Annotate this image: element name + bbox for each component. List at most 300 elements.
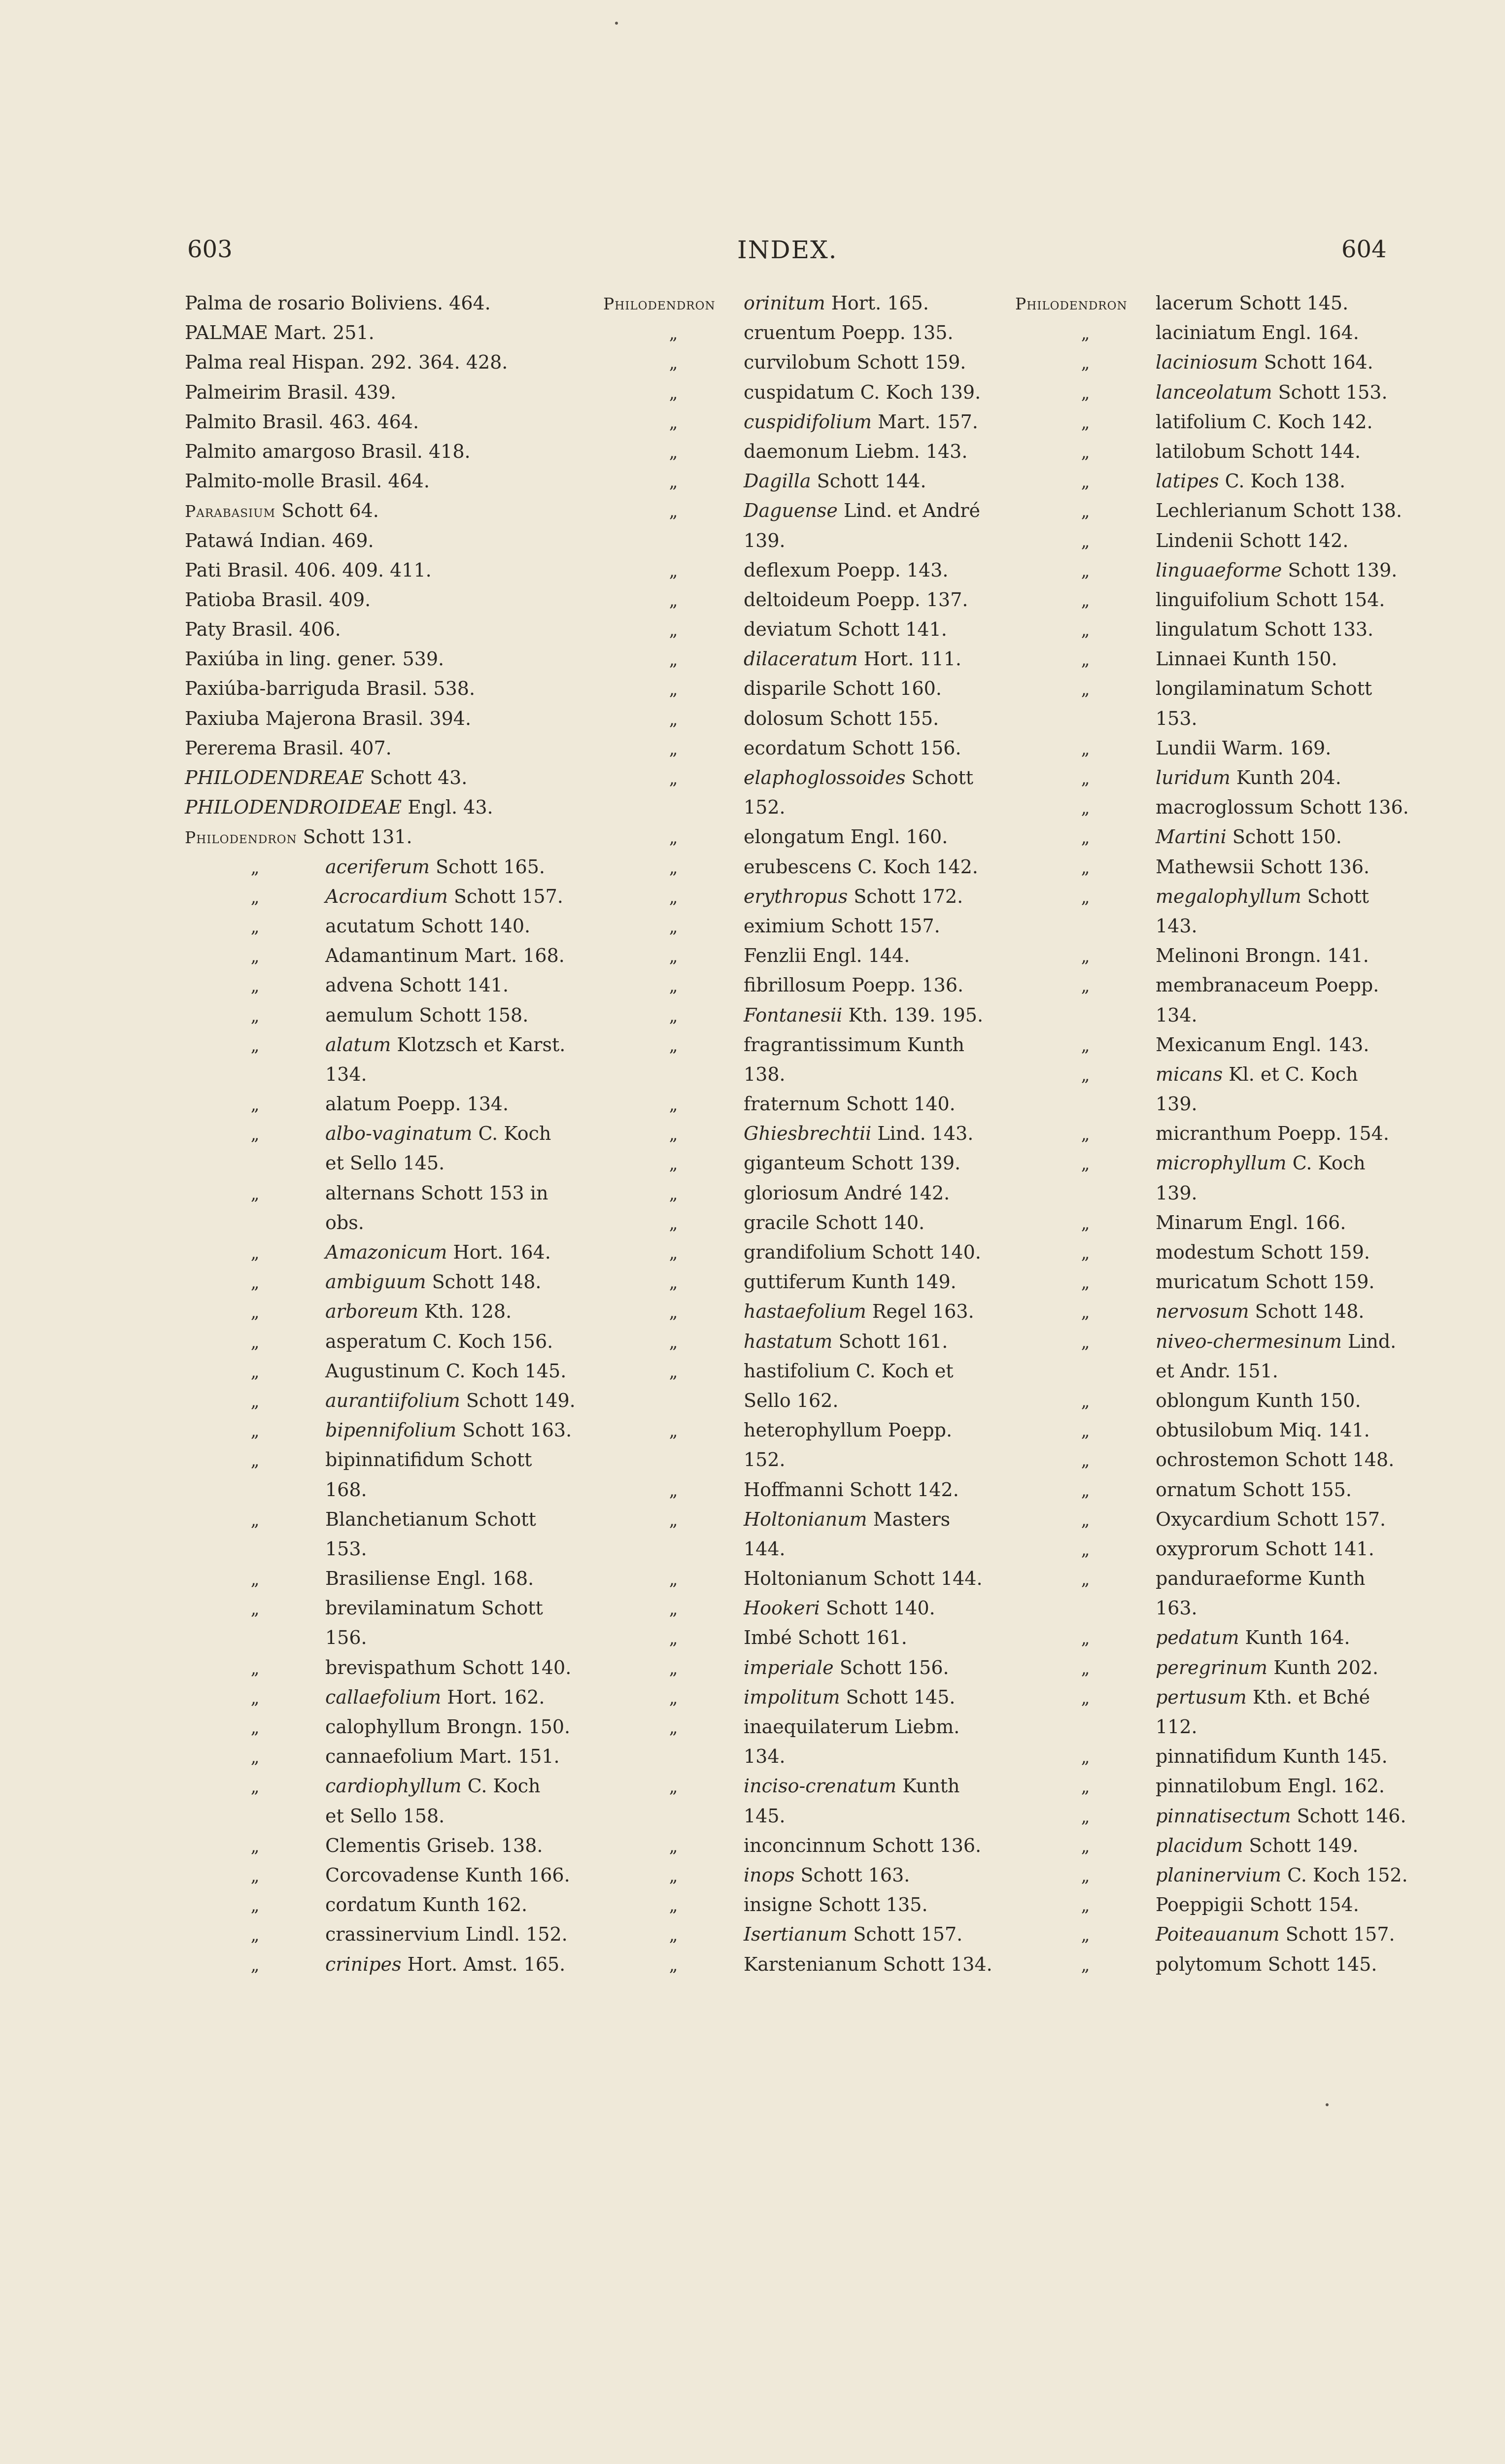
index-entry-continuation (185, 1534, 609, 1564)
index-entry-continuation (603, 526, 1027, 555)
index-entry-continuation (603, 1534, 1027, 1564)
entry-text: Karstenianum Schott 134. (744, 1953, 992, 1975)
entry-text: oxyprorum Schott 141. (1156, 1538, 1374, 1560)
entry-italic: Dagilla (744, 470, 811, 492)
index-entry (603, 644, 1027, 674)
entry-italic: Ghiesbrechtii (744, 1123, 872, 1145)
entry-text: hastifolium C. Koch et (744, 1360, 954, 1382)
ditto-mark: „ (669, 1570, 678, 1590)
entry-text: Schott 131. (303, 826, 412, 848)
entry-text: Mart. 157. (878, 411, 978, 433)
entry-italic: placidum (1156, 1834, 1243, 1856)
entry-text: Kunth 204. (1236, 767, 1341, 788)
entry-text: 134. (744, 1745, 786, 1768)
ditto-mark: „ (669, 1688, 678, 1708)
index-entry (1015, 1386, 1439, 1415)
ditto-mark: „ (250, 1243, 260, 1263)
entry-text: Schott 157. (853, 1923, 963, 1946)
ditto-mark: „ (1081, 739, 1090, 759)
entry-italic: albo-vaginatum (325, 1123, 473, 1145)
entry-text: Kunth (902, 1775, 960, 1797)
ditto-mark: „ (1081, 1807, 1090, 1827)
entry-text: curvilobum Schott 159. (744, 351, 966, 374)
entry-text: Augustinum C. Koch 145. (325, 1360, 567, 1382)
index-entry (603, 1831, 1027, 1860)
index-entry (603, 496, 1027, 525)
ditto-mark: „ (1081, 1332, 1090, 1352)
index-entry (603, 763, 1027, 792)
page-number-right: 604 (1341, 236, 1387, 263)
ditto-mark: „ (669, 561, 678, 581)
entry-italic: impolitum (744, 1686, 840, 1708)
entry-italic: luridum (1156, 767, 1231, 788)
entry-text: macroglossum Schott 136. (1156, 796, 1409, 819)
entry-text: cuspidatum C. Koch 139. (744, 381, 981, 403)
index-entry (1015, 1771, 1439, 1801)
entry-text: Klotzsch et Karst. (397, 1033, 566, 1056)
index-entry (185, 555, 609, 585)
ditto-mark: „ (1081, 1510, 1090, 1530)
index-entry (603, 911, 1027, 941)
entry-text: Kth. 139. 195. (848, 1004, 984, 1026)
ditto-mark: „ (1081, 1955, 1090, 1975)
index-entry (603, 288, 1027, 318)
index-entry (185, 644, 609, 674)
index-entry-continuation (1015, 1593, 1439, 1623)
entry-text: 139. (744, 529, 786, 551)
ditto-mark: „ (250, 1391, 260, 1411)
entry-text: eximium Schott 157. (744, 915, 940, 937)
entry-text: Brasiliense Engl. 168. (325, 1568, 534, 1590)
entry-text: longilaminatum Schott (1156, 678, 1372, 700)
ditto-mark: „ (669, 1896, 678, 1916)
entry-text: C. Koch (478, 1123, 551, 1145)
entry-text: fragrantissimum Kunth (744, 1033, 964, 1056)
entry-text: Hort. 164. (453, 1241, 551, 1263)
ditto-mark: „ (1081, 769, 1090, 788)
entry-text: 139. (1156, 1093, 1197, 1115)
entry-text: Lind. et André (843, 500, 981, 522)
index-entry-continuation (1015, 1356, 1439, 1386)
genus-label: Philodendron (603, 294, 716, 313)
entry-text: Schott 140. (825, 1597, 935, 1619)
index-entry-continuation (185, 1475, 609, 1505)
index-entry (1015, 822, 1439, 852)
index-column-2 (603, 288, 1027, 1979)
entry-text: crassinervium Lindl. 152. (325, 1923, 568, 1946)
entry-text: Lundii Warm. 169. (1156, 737, 1332, 759)
index-entry (603, 1030, 1027, 1060)
index-entry (603, 1890, 1027, 1919)
entry-text: 143. (1156, 915, 1197, 937)
index-entry (603, 1208, 1027, 1237)
index-entry (603, 1089, 1027, 1119)
ditto-mark: „ (669, 1243, 678, 1263)
entry-text: C. Koch 152. (1287, 1864, 1408, 1886)
ditto-mark: „ (1081, 1302, 1090, 1323)
entry-text: 112. (1156, 1716, 1197, 1738)
entry-text: Engl. 43. (408, 796, 493, 819)
ditto-mark: „ (1081, 887, 1090, 907)
entry-text: Kunth 202. (1273, 1656, 1379, 1678)
ditto-mark: „ (1081, 1391, 1090, 1411)
entry-italic: peregrinum (1156, 1656, 1268, 1678)
entry-text: Mathewsii Schott 136. (1156, 856, 1370, 878)
entry-italic: PHILODENDROIDEAE (185, 796, 402, 819)
entry-text: Schott 144. (817, 470, 926, 492)
entry-text: erubescens C. Koch 142. (744, 856, 978, 878)
index-entry (185, 1030, 609, 1060)
index-entry (1015, 555, 1439, 585)
index-entry (1015, 466, 1439, 496)
ditto-mark: „ (1081, 472, 1090, 492)
ditto-mark: „ (250, 1451, 260, 1471)
index-entry (603, 1682, 1027, 1712)
index-entry (1015, 1890, 1439, 1919)
ditto-mark: „ (669, 1154, 678, 1174)
entry-text: latifolium C. Koch 142. (1156, 411, 1373, 433)
ditto-mark: „ (250, 1570, 260, 1590)
ditto-mark: „ (1081, 561, 1090, 581)
index-entry (185, 615, 609, 644)
index-entry (603, 1237, 1027, 1267)
index-entry (603, 1327, 1027, 1356)
entry-text: Hort. Amst. 165. (407, 1953, 566, 1975)
index-entry (1015, 1208, 1439, 1237)
entry-text: brevispathum Schott 140. (325, 1656, 572, 1678)
entry-text: 152. (744, 796, 786, 819)
entry-text: cruentum Poepp. 135. (744, 322, 954, 344)
ditto-mark: „ (1081, 857, 1090, 878)
index-entry (1015, 763, 1439, 792)
entry-text: Oxycardium Schott 157. (1156, 1508, 1386, 1530)
entry-italic: Daguense (744, 500, 838, 522)
entry-text: latilobum Schott 144. (1156, 440, 1361, 462)
ditto-mark: „ (250, 857, 260, 878)
entry-text: aemulum Schott 158. (325, 1004, 529, 1026)
entry-text: gloriosum André 142. (744, 1182, 950, 1204)
entry-text: Clementis Griseb. 138. (325, 1834, 543, 1856)
index-entry (603, 674, 1027, 703)
entry-text: Schott 148. (1255, 1300, 1365, 1323)
ditto-mark: „ (669, 620, 678, 641)
ditto-mark: „ (1081, 650, 1090, 670)
entry-text: grandifolium Schott 140. (744, 1241, 981, 1263)
index-entry (1015, 1682, 1439, 1712)
entry-text: calophyllum Brongn. 150. (325, 1716, 571, 1738)
entry-text: Hoffmanni Schott 142. (744, 1478, 959, 1501)
entry-text: obtusilobum Miq. 141. (1156, 1419, 1370, 1441)
entry-text: 153. (325, 1538, 367, 1560)
entry-text: guttiferum Kunth 149. (744, 1271, 957, 1293)
ditto-mark: „ (669, 947, 678, 967)
entry-text: panduraeforme Kunth (1156, 1568, 1366, 1590)
ditto-mark: „ (1081, 680, 1090, 700)
ditto-mark: „ (1081, 1213, 1090, 1233)
entry-text: brevilaminatum Schott (325, 1597, 543, 1619)
page-number-left: 603 (187, 236, 233, 263)
ditto-mark: „ (1081, 1570, 1090, 1590)
entry-italic: Isertianum (744, 1923, 848, 1946)
index-entry (185, 1653, 609, 1682)
entry-italic: elaphoglossoides (744, 767, 906, 788)
ditto-mark: „ (669, 353, 678, 374)
entry-italic: Holtonianum (744, 1508, 867, 1530)
ditto-mark: „ (250, 1955, 260, 1975)
entry-text: et Sello 158. (325, 1805, 445, 1827)
entry-text: daemonum Liebm. 143. (744, 440, 968, 462)
index-entry (1015, 644, 1439, 674)
ditto-mark: „ (1081, 1629, 1090, 1649)
index-entry (1015, 1742, 1439, 1771)
entry-text: pinnatifidum Kunth 145. (1156, 1745, 1388, 1768)
entry-text: Palmito amargoso Brasil. 418. (185, 440, 471, 462)
entry-text: 168. (325, 1478, 367, 1501)
index-entry (1015, 1623, 1439, 1652)
ditto-mark: „ (669, 887, 678, 907)
index-entry (185, 1950, 609, 1979)
ditto-mark: „ (250, 1777, 260, 1797)
index-entry (603, 852, 1027, 882)
entry-text: Minarum Engl. 166. (1156, 1211, 1346, 1233)
index-entry-continuation (603, 1386, 1027, 1415)
page-speck (615, 22, 618, 25)
index-entry (185, 1771, 609, 1801)
index-entry (185, 792, 609, 822)
index-entry (603, 733, 1027, 763)
index-entry-continuation (603, 1445, 1027, 1474)
index-entry (603, 1148, 1027, 1178)
entry-italic: inops (744, 1864, 795, 1886)
entry-text: lingulatum Schott 133. (1156, 618, 1374, 641)
index-entry (1015, 941, 1439, 970)
ditto-mark: „ (1081, 1866, 1090, 1886)
index-entry (185, 1267, 609, 1297)
ditto-mark: „ (1081, 442, 1090, 462)
index-entry (1015, 1060, 1439, 1089)
ditto-mark: „ (669, 828, 678, 848)
index-entry (603, 970, 1027, 1000)
entry-text: Schott 145. (846, 1686, 956, 1708)
entry-text: Paxiúba in ling. gener. 539. (185, 648, 445, 670)
index-entry (603, 1356, 1027, 1386)
entry-italic: pinnatisectum (1156, 1805, 1291, 1827)
index-entry-continuation (603, 1801, 1027, 1831)
entry-italic: dilaceratum (744, 648, 858, 670)
index-entry (1015, 288, 1439, 318)
index-entry-continuation (185, 1623, 609, 1652)
index-entry (603, 585, 1027, 615)
index-entry (603, 1267, 1027, 1297)
index-entry (603, 615, 1027, 644)
entry-text: Schott 149. (466, 1389, 576, 1411)
index-entry (1015, 1415, 1439, 1445)
ditto-mark: „ (669, 1302, 678, 1323)
entry-text: acutatum Schott 140. (325, 915, 531, 937)
index-entry (603, 1475, 1027, 1505)
index-entry-continuation (1015, 704, 1439, 733)
index-entry (603, 407, 1027, 437)
index-entry (185, 496, 609, 525)
index-entry (1015, 615, 1439, 644)
ditto-mark: „ (1081, 1154, 1090, 1174)
index-entry (1015, 1148, 1439, 1178)
index-entry (185, 1415, 609, 1445)
ditto-mark: „ (669, 650, 678, 670)
index-entry (185, 318, 609, 347)
index-entry (603, 1415, 1027, 1445)
entry-italic: cardiophyllum (325, 1775, 462, 1797)
entry-text: advena Schott 141. (325, 974, 509, 996)
index-entry (185, 1593, 609, 1623)
entry-text: C. Koch (467, 1775, 541, 1797)
index-entry (1015, 792, 1439, 822)
entry-text: Lind. (1347, 1330, 1397, 1352)
index-entry (1015, 1950, 1439, 1979)
index-entry (1015, 1327, 1439, 1356)
entry-text: Kth. et Bché (1252, 1686, 1370, 1708)
ditto-mark: „ (250, 1658, 260, 1678)
ditto-mark: „ (1081, 1658, 1090, 1678)
index-entry (185, 1564, 609, 1593)
index-entry (1015, 1801, 1439, 1831)
index-entry (185, 822, 609, 852)
ditto-mark: „ (669, 917, 678, 937)
index-entry (185, 437, 609, 466)
ditto-mark: „ (1081, 324, 1090, 344)
index-entry (1015, 1119, 1439, 1148)
index-entry (185, 733, 609, 763)
index-entry (185, 1890, 609, 1919)
entry-text: Palma real Hispan. 292. 364. 428. (185, 351, 508, 374)
ditto-mark: „ (669, 1866, 678, 1886)
ditto-mark: „ (669, 1273, 678, 1293)
entry-text: 163. (1156, 1597, 1197, 1619)
ditto-mark: „ (250, 1866, 260, 1886)
entry-text: Schott 146. (1297, 1805, 1406, 1827)
ditto-mark: „ (669, 1184, 678, 1204)
ditto-mark: „ (669, 709, 678, 729)
ditto-mark: „ (1081, 353, 1090, 374)
entry-text: Schott 161. (838, 1330, 948, 1352)
entry-italic: planinervium (1156, 1864, 1282, 1886)
index-entry (1015, 347, 1439, 377)
ditto-mark: „ (250, 1836, 260, 1856)
entry-text: Palma de rosario Boliviens. 464. (185, 292, 491, 314)
entry-text: Schott 149. (1249, 1834, 1359, 1856)
entry-italic: ambiguum (325, 1271, 426, 1293)
entry-text: PALMAE Mart. 251. (185, 322, 375, 344)
entry-text: Kunth 164. (1245, 1627, 1350, 1649)
entry-italic: crinipes (325, 1953, 402, 1975)
index-entry-continuation (1015, 1712, 1439, 1742)
entry-italic: hastatum (744, 1330, 833, 1352)
entry-text: Fenzlii Engl. 144. (744, 945, 910, 967)
index-entry (1015, 1653, 1439, 1682)
index-entry (603, 437, 1027, 466)
ditto-mark: „ (1081, 1540, 1090, 1560)
entry-text: Kth. 128. (424, 1300, 512, 1323)
ditto-mark: „ (1081, 1836, 1090, 1856)
entry-text: 145. (744, 1805, 786, 1827)
ditto-mark: „ (1081, 1688, 1090, 1708)
index-entry (185, 763, 609, 792)
index-entry-continuation (1015, 1089, 1439, 1119)
ditto-mark: „ (669, 739, 678, 759)
entry-text: dolosum Schott 155. (744, 707, 939, 729)
entry-text: Mexicanum Engl. 143. (1156, 1033, 1369, 1056)
index-entry (1015, 674, 1439, 703)
genus-label: Philodendron (185, 828, 297, 848)
index-entry (185, 852, 609, 882)
entry-text: Schott 43. (370, 767, 468, 788)
ditto-mark: „ (669, 976, 678, 996)
entry-text: giganteum Schott 139. (744, 1152, 961, 1174)
entry-text: alatum Poepp. 134. (325, 1093, 509, 1115)
index-entry (603, 466, 1027, 496)
ditto-mark: „ (250, 1273, 260, 1293)
entry-text: Paxiúba-barriguda Brasil. 538. (185, 678, 476, 700)
entry-text: Schott 153. (1278, 381, 1388, 403)
index-entry (185, 1327, 609, 1356)
ditto-mark: „ (669, 442, 678, 462)
index-entry (1015, 1919, 1439, 1949)
index-entry (185, 1742, 609, 1771)
index-entry (185, 1505, 609, 1534)
entry-italic: pertusum (1156, 1686, 1247, 1708)
entry-text: asperatum C. Koch 156. (325, 1330, 553, 1352)
ditto-mark: „ (669, 1213, 678, 1233)
ditto-mark: „ (669, 412, 678, 433)
entry-text: Schott (1307, 885, 1369, 907)
ditto-mark: „ (250, 1332, 260, 1352)
entry-text: Paty Brasil. 406. (185, 618, 341, 641)
entry-text: Patawá Indian. 469. (185, 529, 374, 551)
index-entry-continuation (603, 792, 1027, 822)
entry-italic: imperiale (744, 1656, 834, 1678)
ditto-mark: „ (669, 472, 678, 492)
entry-italic: Hookeri (744, 1597, 820, 1619)
entry-italic: aurantiifolium (325, 1389, 460, 1411)
ditto-mark: „ (1081, 1451, 1090, 1471)
ditto-mark: „ (250, 976, 260, 996)
entry-italic: Amazonicum (325, 1241, 447, 1263)
entry-text: 153. (1156, 707, 1197, 729)
index-entry (1015, 1475, 1439, 1505)
index-entry (603, 377, 1027, 407)
index-entry (603, 347, 1027, 377)
index-entry (1015, 318, 1439, 347)
entry-text: Schott 156. (839, 1656, 949, 1678)
entry-text: Schott 157. (453, 885, 563, 907)
ditto-mark: „ (250, 887, 260, 907)
index-entry (603, 1119, 1027, 1148)
entry-italic: arboreum (325, 1300, 419, 1323)
entry-text: Linnaei Kunth 150. (1156, 648, 1337, 670)
ditto-mark: „ (250, 1095, 260, 1115)
entry-text: disparile Schott 160. (744, 678, 942, 700)
entry-text: Regel 163. (872, 1300, 974, 1323)
index-entry (603, 1178, 1027, 1208)
entry-italic: Martini (1156, 826, 1227, 848)
index-entry (603, 1919, 1027, 1949)
ditto-mark: „ (250, 1421, 260, 1441)
ditto-mark: „ (1081, 502, 1090, 522)
index-entry (603, 1593, 1027, 1623)
ditto-mark: „ (1081, 1896, 1090, 1916)
ditto-mark: „ (1081, 1035, 1090, 1056)
index-entry (1015, 1860, 1439, 1890)
